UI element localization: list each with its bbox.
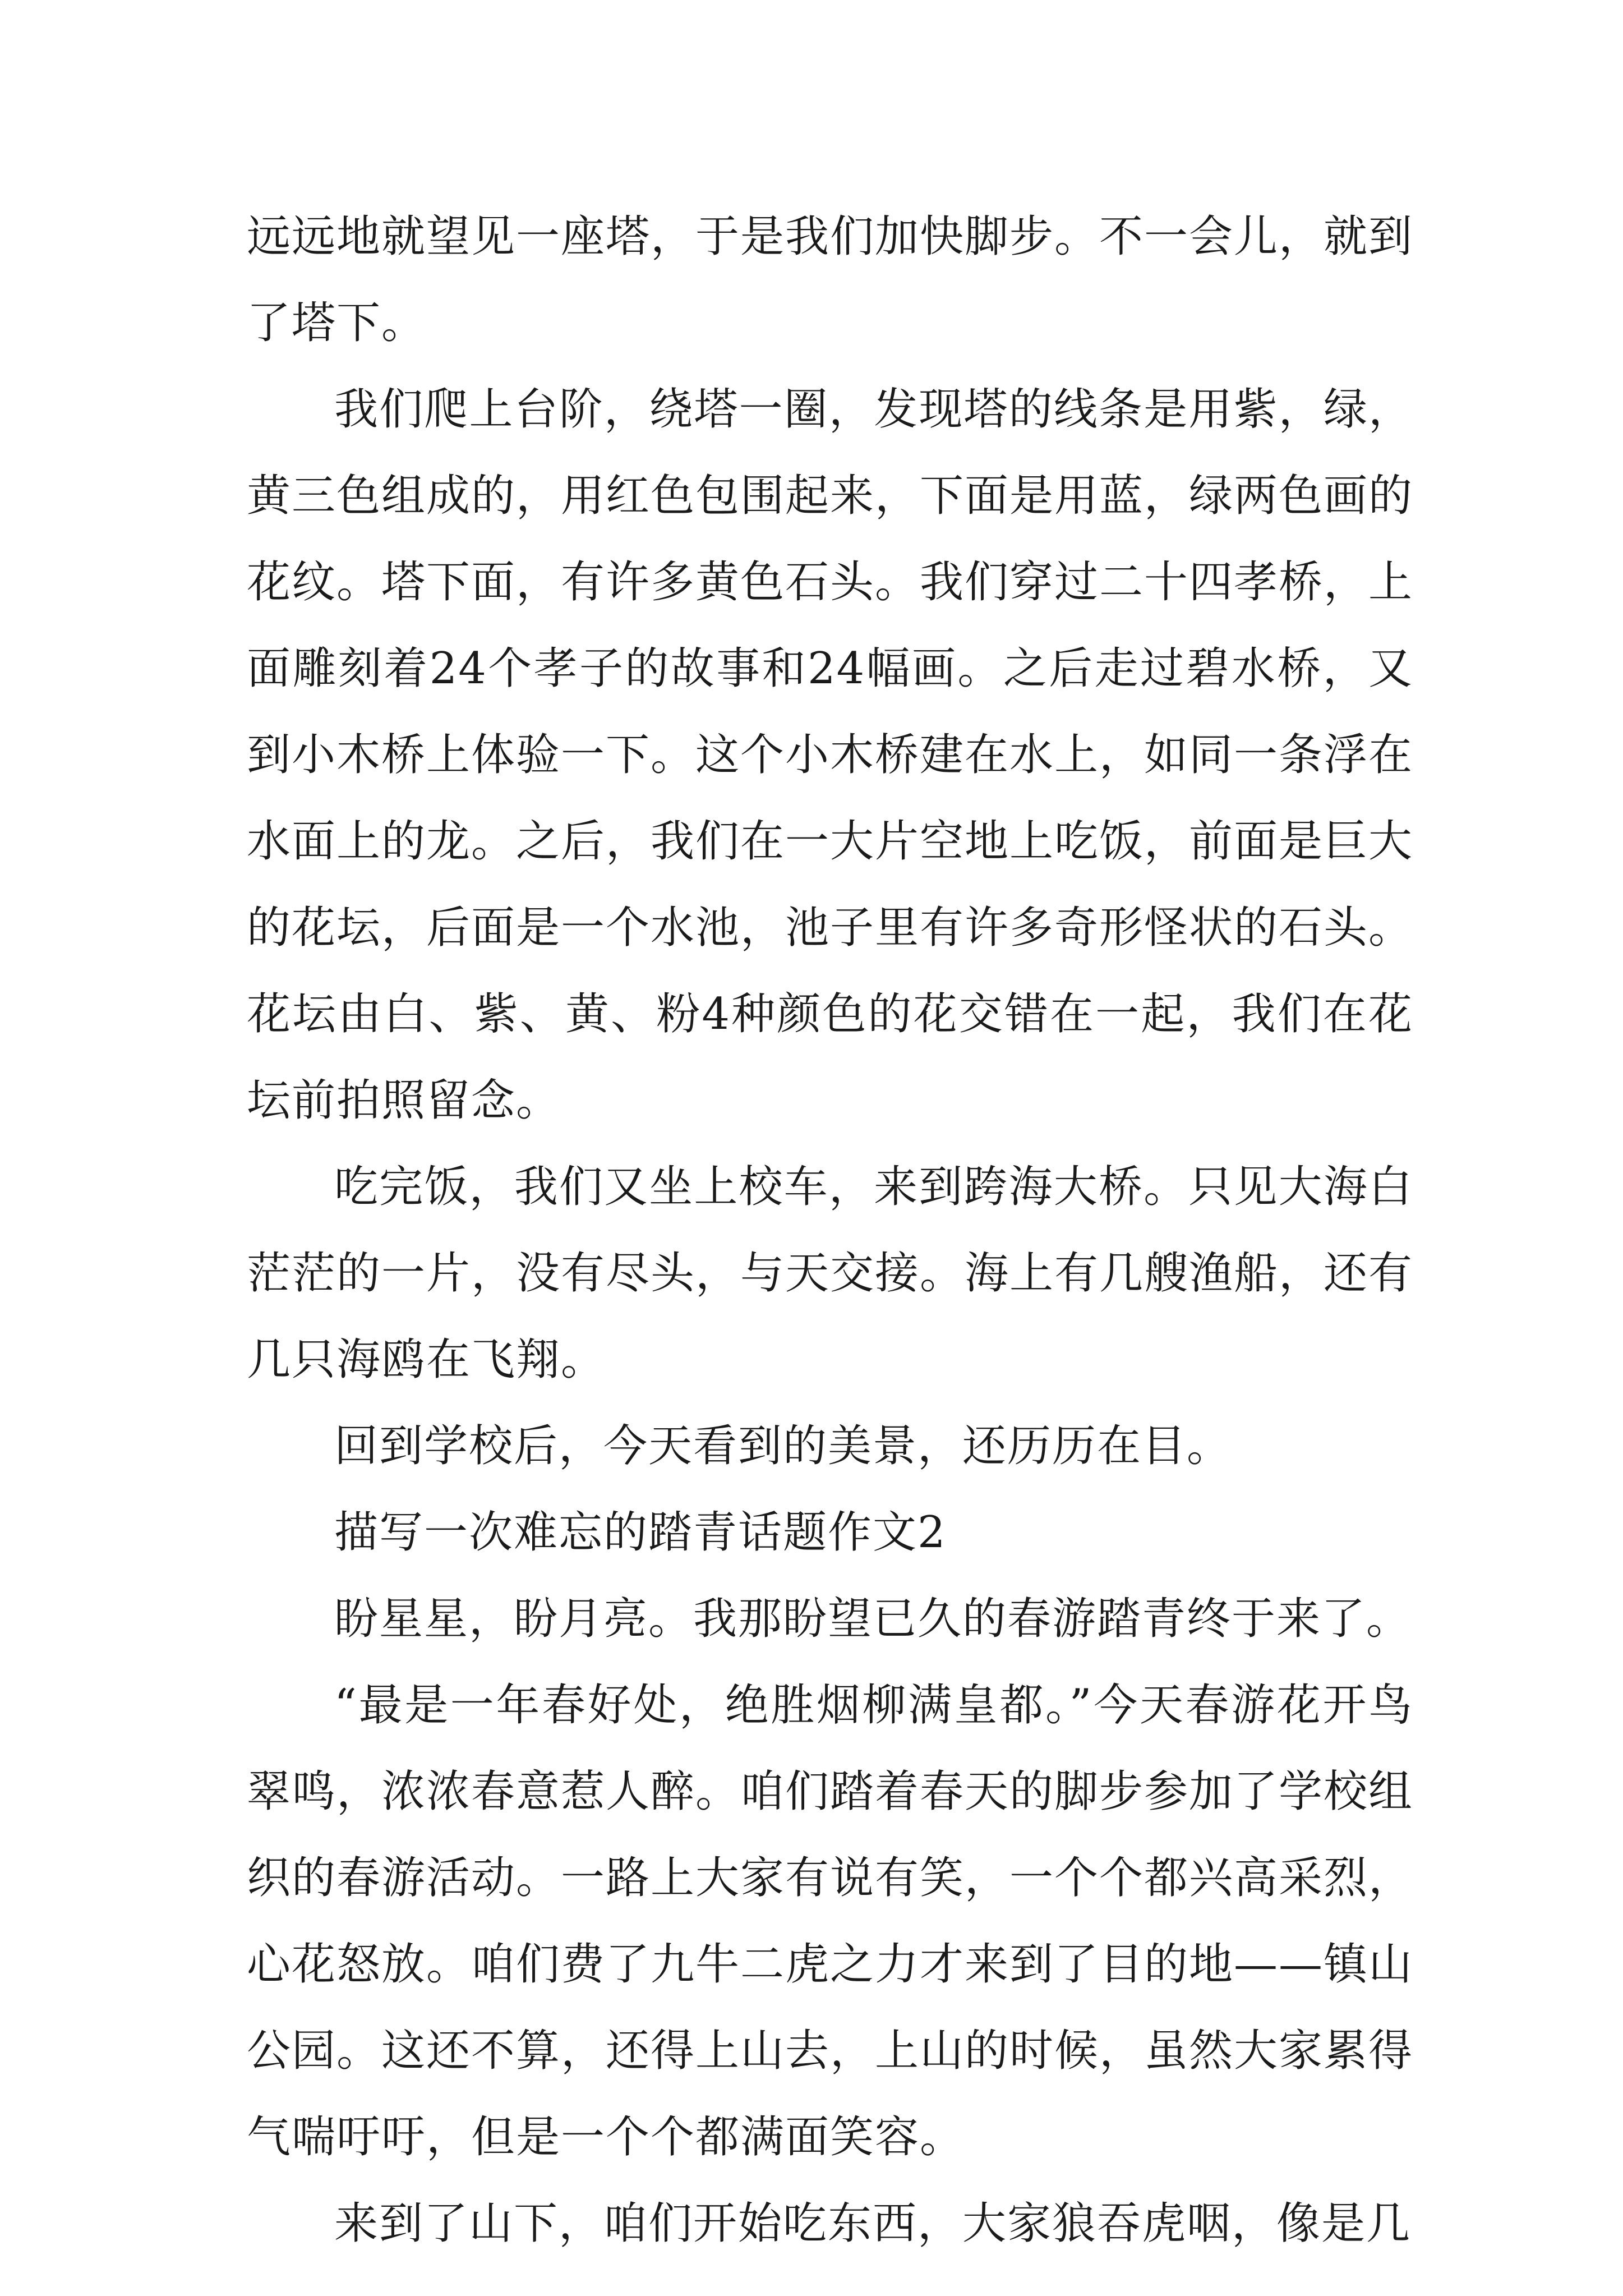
paragraph-6: “最是一年春好处，绝胜烟柳满皇都。”今天春游花开鸟翠鸣，浓浓春意惹人醉。咱们踏着春天的脚步参加了学校组织的春游活动。一路上大家有说有笑，一个个都兴高采烈，心花怒放。咱们费了九牛二虎之力才来到了目的地——镇山公园。这还不算，还得上山去，上山的时候，虽然大家累得气喘吁吁，但是一个个都满面笑容。 (247, 1680, 1414, 2162)
paragraph-4: 回到学校后，今天看到的美景，还历历在目。 (334, 1421, 1232, 1471)
essay-title: 描写一次难忘的踏青话题作文2 (334, 1507, 947, 1558)
paragraph-2: 我们爬上台阶，绕塔一圈，发现塔的线条是用紫，绿，黄三色组成的，用红色包围起来，下面是用蓝，绿两色画的花纹。塔下面，有许多黄色石头。我们穿过二十四孝桥，上面雕刻着24个孝子的故事和24幅画。之后走过碧水桥，又到小木桥上体验一下。这个小木桥建在水上，如同一条浮在水面上的龙。之后，我们在一大片空地上吃饭，前面是巨大的花坛，后面是一个水池，池子里有许多奇形怪状的石头。花坛由白、紫、黄、粉4种颜色的花交错在一起，我们在花坛前拍照留念。 (247, 384, 1414, 1126)
paragraph-1: 远远地就望见一座塔，于是我们加快脚步。不一会儿，就到了塔下。 (247, 211, 1414, 348)
paragraph-3: 吃完饭，我们又坐上校车，来到跨海大桥。只见大海白茫茫的一片，没有尽头，与天交接。海上有几艘渔船，还有几只海鸥在飞翔。 (247, 1162, 1414, 1385)
paragraph-7: 来到了山下，咱们开始吃东西，大家狼吞虎咽，像是几 (334, 2198, 1412, 2249)
paragraph-5: 盼星星，盼月亮。我那盼望已久的春游踏青终于来了。 (334, 1594, 1412, 1644)
essay-body (247, 194, 1413, 2267)
